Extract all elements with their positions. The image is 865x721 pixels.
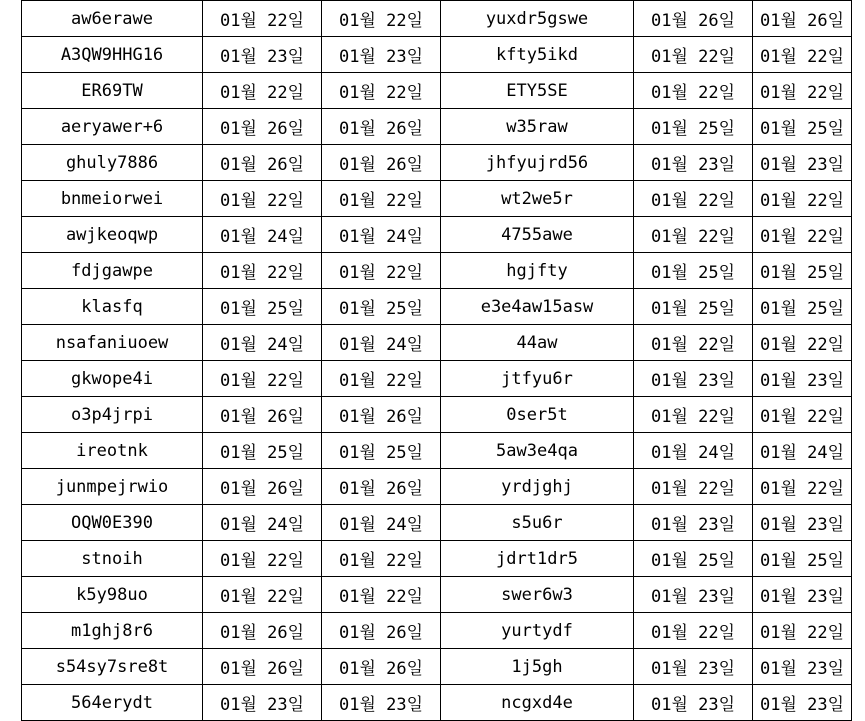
table-row bbox=[22, 325, 852, 361]
cell-date-left-1[interactable]: 01월 23일 bbox=[203, 685, 322, 721]
cell-date-left-1[interactable]: 01월 22일 bbox=[203, 73, 322, 109]
table-body bbox=[22, 1, 852, 721]
cell-date-left-1[interactable]: 01월 26일 bbox=[203, 397, 322, 433]
data-table bbox=[21, 0, 852, 721]
cell-date-left-2[interactable]: 01월 26일 bbox=[322, 649, 441, 685]
cell-date-right-1[interactable]: 01월 23일 bbox=[634, 685, 753, 721]
cell-date-left-1[interactable]: 01월 24일 bbox=[203, 505, 322, 541]
cell-date-right-1[interactable]: 01월 23일 bbox=[634, 145, 753, 181]
table-row bbox=[22, 145, 852, 181]
cell-id-right[interactable]: e3e4aw15asw bbox=[441, 289, 634, 325]
cell-date-right-2[interactable]: 01월 25일 bbox=[753, 541, 852, 577]
cell-date-left-1[interactable]: 01월 26일 bbox=[203, 145, 322, 181]
cell-date-right-1[interactable]: 01월 22일 bbox=[634, 217, 753, 253]
cell-id-left[interactable]: awjkeoqwp bbox=[22, 217, 203, 253]
table-row bbox=[22, 541, 852, 577]
cell-date-right-1[interactable]: 01월 23일 bbox=[634, 505, 753, 541]
cell-date-right-2[interactable]: 01월 24일 bbox=[753, 433, 852, 469]
cell-id-right[interactable]: 1j5gh bbox=[441, 649, 634, 685]
cell-id-left[interactable]: o3p4jrpi bbox=[22, 397, 203, 433]
cell-date-right-1[interactable]: 01월 22일 bbox=[634, 469, 753, 505]
cell-date-left-1[interactable]: 01월 23일 bbox=[203, 37, 322, 73]
cell-date-right-2[interactable]: 01월 23일 bbox=[753, 577, 852, 613]
cell-date-right-1[interactable]: 01월 22일 bbox=[634, 613, 753, 649]
cell-date-left-2[interactable]: 01월 26일 bbox=[322, 613, 441, 649]
cell-date-right-1[interactable]: 01월 25일 bbox=[634, 541, 753, 577]
cell-id-left[interactable]: stnoih bbox=[22, 541, 203, 577]
cell-date-right-2[interactable]: 01월 23일 bbox=[753, 649, 852, 685]
cell-id-right[interactable]: ETY5SE bbox=[441, 73, 634, 109]
cell-date-left-2[interactable]: 01월 24일 bbox=[322, 217, 441, 253]
cell-id-left[interactable]: nsafaniuoew bbox=[22, 325, 203, 361]
cell-date-left-2[interactable]: 01월 22일 bbox=[322, 577, 441, 613]
cell-date-left-2[interactable]: 01월 25일 bbox=[322, 289, 441, 325]
cell-date-right-2[interactable]: 01월 25일 bbox=[753, 289, 852, 325]
cell-id-right[interactable]: hgjfty bbox=[441, 253, 634, 289]
cell-date-left-1[interactable]: 01월 24일 bbox=[203, 217, 322, 253]
cell-id-left[interactable]: A3QW9HHG16 bbox=[22, 37, 203, 73]
cell-date-right-2[interactable]: 01월 22일 bbox=[753, 37, 852, 73]
table-row bbox=[22, 649, 852, 685]
cell-id-right[interactable]: 5aw3e4qa bbox=[441, 433, 634, 469]
cell-date-right-2[interactable]: 01월 22일 bbox=[753, 181, 852, 217]
cell-date-left-2[interactable]: 01월 22일 bbox=[322, 181, 441, 217]
cell-date-left-2[interactable]: 01월 24일 bbox=[322, 505, 441, 541]
cell-date-right-1[interactable]: 01월 24일 bbox=[634, 433, 753, 469]
table-row bbox=[22, 217, 852, 253]
cell-id-right[interactable]: w35raw bbox=[441, 109, 634, 145]
cell-id-right[interactable]: swer6w3 bbox=[441, 577, 634, 613]
cell-date-left-2[interactable]: 01월 25일 bbox=[322, 433, 441, 469]
cell-date-left-1[interactable]: 01월 25일 bbox=[203, 289, 322, 325]
cell-date-left-1[interactable]: 01월 24일 bbox=[203, 325, 322, 361]
cell-id-right[interactable]: yrdjghj bbox=[441, 469, 634, 505]
cell-date-left-2[interactable]: 01월 22일 bbox=[322, 541, 441, 577]
table-row bbox=[22, 37, 852, 73]
cell-date-right-2[interactable]: 01월 22일 bbox=[753, 397, 852, 433]
cell-date-right-1[interactable]: 01월 22일 bbox=[634, 73, 753, 109]
cell-date-left-1[interactable]: 01월 22일 bbox=[203, 577, 322, 613]
cell-date-right-2[interactable]: 01월 23일 bbox=[753, 361, 852, 397]
cell-id-left[interactable]: ireotnk bbox=[22, 433, 203, 469]
cell-date-right-2[interactable]: 01월 22일 bbox=[753, 469, 852, 505]
cell-date-left-1[interactable]: 01월 26일 bbox=[203, 469, 322, 505]
cell-id-left[interactable]: aeryawer+6 bbox=[22, 109, 203, 145]
table-row bbox=[22, 397, 852, 433]
cell-date-left-2[interactable]: 01월 22일 bbox=[322, 73, 441, 109]
cell-date-right-2[interactable]: 01월 23일 bbox=[753, 685, 852, 721]
cell-date-left-2[interactable]: 01월 22일 bbox=[322, 253, 441, 289]
cell-id-left[interactable]: junmpejrwio bbox=[22, 469, 203, 505]
cell-date-right-2[interactable]: 01월 22일 bbox=[753, 217, 852, 253]
cell-date-right-1[interactable]: 01월 23일 bbox=[634, 577, 753, 613]
cell-date-left-1[interactable]: 01월 22일 bbox=[203, 1, 322, 37]
table-row bbox=[22, 685, 852, 721]
cell-id-left[interactable]: s54sy7sre8t bbox=[22, 649, 203, 685]
cell-date-left-1[interactable]: 01월 22일 bbox=[203, 253, 322, 289]
table-row bbox=[22, 505, 852, 541]
cell-id-left[interactable]: m1ghj8r6 bbox=[22, 613, 203, 649]
cell-date-left-2[interactable]: 01월 23일 bbox=[322, 37, 441, 73]
cell-date-right-1[interactable]: 01월 25일 bbox=[634, 253, 753, 289]
cell-date-right-1[interactable]: 01월 22일 bbox=[634, 325, 753, 361]
cell-date-left-1[interactable]: 01월 25일 bbox=[203, 433, 322, 469]
cell-date-right-2[interactable]: 01월 22일 bbox=[753, 613, 852, 649]
cell-id-left[interactable]: fdjgawpe bbox=[22, 253, 203, 289]
cell-date-left-2[interactable]: 01월 26일 bbox=[322, 397, 441, 433]
cell-id-right[interactable]: kfty5ikd bbox=[441, 37, 634, 73]
cell-date-right-2[interactable]: 01월 25일 bbox=[753, 253, 852, 289]
cell-date-right-2[interactable]: 01월 25일 bbox=[753, 109, 852, 145]
cell-date-right-1[interactable]: 01월 26일 bbox=[634, 1, 753, 37]
table-row bbox=[22, 577, 852, 613]
cell-id-right[interactable]: ncgxd4e bbox=[441, 685, 634, 721]
table-row bbox=[22, 181, 852, 217]
cell-date-left-1[interactable]: 01월 22일 bbox=[203, 541, 322, 577]
cell-id-right[interactable]: 44aw bbox=[441, 325, 634, 361]
cell-date-right-2[interactable]: 01월 26일 bbox=[753, 1, 852, 37]
cell-id-right[interactable]: jtfyu6r bbox=[441, 361, 634, 397]
cell-id-left[interactable]: ER69TW bbox=[22, 73, 203, 109]
table-row bbox=[22, 361, 852, 397]
cell-date-right-1[interactable]: 01월 22일 bbox=[634, 181, 753, 217]
cell-date-right-1[interactable]: 01월 23일 bbox=[634, 649, 753, 685]
cell-id-left[interactable]: OQW0E390 bbox=[22, 505, 203, 541]
cell-date-left-1[interactable]: 01월 26일 bbox=[203, 109, 322, 145]
cell-id-left[interactable]: ghuly7886 bbox=[22, 145, 203, 181]
cell-date-left-2[interactable]: 01월 26일 bbox=[322, 109, 441, 145]
cell-date-left-2[interactable]: 01월 22일 bbox=[322, 361, 441, 397]
table-row bbox=[22, 613, 852, 649]
cell-date-left-1[interactable]: 01월 26일 bbox=[203, 649, 322, 685]
cell-date-left-2[interactable]: 01월 26일 bbox=[322, 469, 441, 505]
cell-date-right-2[interactable]: 01월 23일 bbox=[753, 505, 852, 541]
cell-date-left-2[interactable]: 01월 23일 bbox=[322, 685, 441, 721]
cell-date-left-2[interactable]: 01월 26일 bbox=[322, 145, 441, 181]
cell-id-left[interactable]: klasfq bbox=[22, 289, 203, 325]
cell-date-right-1[interactable]: 01월 25일 bbox=[634, 289, 753, 325]
cell-date-right-1[interactable]: 01월 22일 bbox=[634, 397, 753, 433]
table-row bbox=[22, 73, 852, 109]
cell-id-right[interactable]: 0ser5t bbox=[441, 397, 634, 433]
cell-date-left-1[interactable]: 01월 26일 bbox=[203, 613, 322, 649]
cell-id-left[interactable]: k5y98uo bbox=[22, 577, 203, 613]
table-row bbox=[22, 289, 852, 325]
cell-date-right-2[interactable]: 01월 22일 bbox=[753, 325, 852, 361]
cell-id-right[interactable]: yurtydf bbox=[441, 613, 634, 649]
table-row bbox=[22, 1, 852, 37]
cell-date-right-2[interactable]: 01월 23일 bbox=[753, 145, 852, 181]
cell-date-right-1[interactable]: 01월 23일 bbox=[634, 361, 753, 397]
cell-id-left[interactable]: aw6erawe bbox=[22, 1, 203, 37]
cell-date-right-1[interactable]: 01월 22일 bbox=[634, 37, 753, 73]
cell-id-right[interactable]: jdrt1dr5 bbox=[441, 541, 634, 577]
cell-date-left-1[interactable]: 01월 22일 bbox=[203, 181, 322, 217]
table-row bbox=[22, 109, 852, 145]
cell-date-left-2[interactable]: 01월 22일 bbox=[322, 1, 441, 37]
cell-id-right[interactable]: yuxdr5gswe bbox=[441, 1, 634, 37]
cell-id-right[interactable]: 4755awe bbox=[441, 217, 634, 253]
cell-id-left[interactable]: gkwope4i bbox=[22, 361, 203, 397]
cell-id-left[interactable]: 564erydt bbox=[22, 685, 203, 721]
cell-id-right[interactable]: wt2we5r bbox=[441, 181, 634, 217]
cell-id-left[interactable]: bnmeiorwei bbox=[22, 181, 203, 217]
table-row bbox=[22, 469, 852, 505]
table-row bbox=[22, 433, 852, 469]
table-row bbox=[22, 253, 852, 289]
cell-id-right[interactable]: s5u6r bbox=[441, 505, 634, 541]
cell-date-right-2[interactable]: 01월 22일 bbox=[753, 73, 852, 109]
cell-date-left-2[interactable]: 01월 24일 bbox=[322, 325, 441, 361]
cell-date-left-1[interactable]: 01월 22일 bbox=[203, 361, 322, 397]
cell-date-right-1[interactable]: 01월 25일 bbox=[634, 109, 753, 145]
cell-id-right[interactable]: jhfyujrd56 bbox=[441, 145, 634, 181]
